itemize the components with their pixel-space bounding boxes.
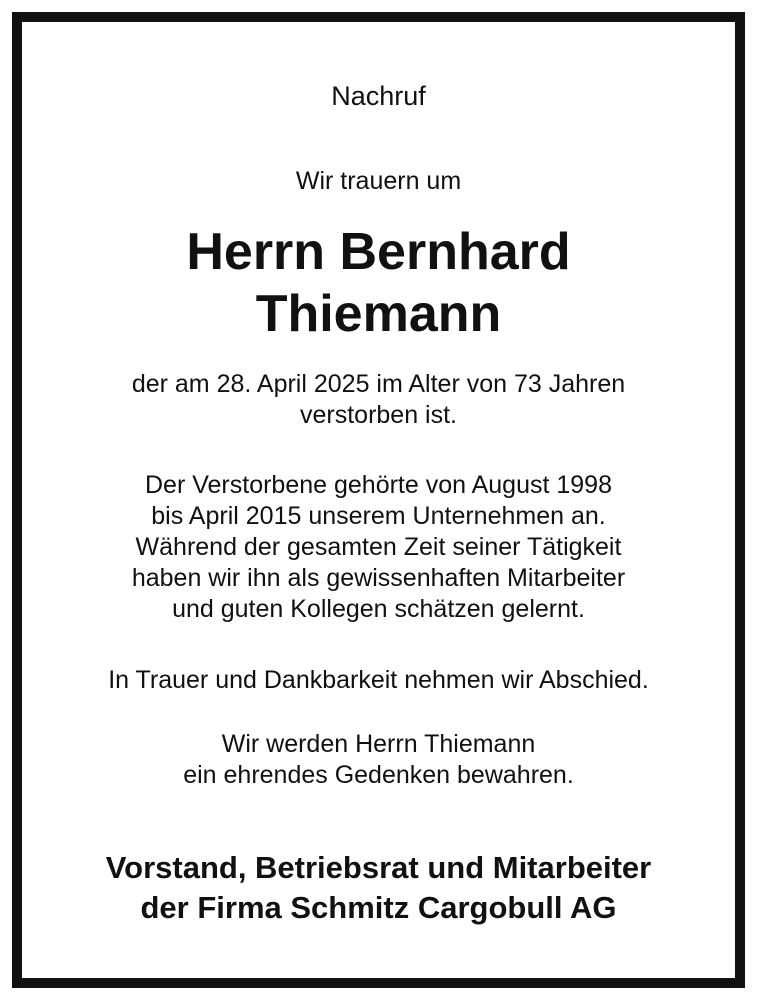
career-paragraph xyxy=(0,470,757,625)
signature-block xyxy=(0,848,757,928)
career-line: bis April 2015 unserem Unternehmen an. xyxy=(151,502,606,530)
name-line: Herrn Bernhard xyxy=(186,223,571,281)
memory-line: Wir werden Herrn Thiemann xyxy=(221,730,536,758)
death-line: verstorben ist. xyxy=(299,401,457,429)
death-line: der am 28. April 2025 im Alter von 73 Jahren xyxy=(131,370,626,398)
memory-paragraph xyxy=(0,729,757,791)
career-line: und guten Kollegen schätzen gelernt. xyxy=(172,595,585,623)
notice-heading: Nachruf xyxy=(331,81,426,111)
farewell-line: In Trauer und Dankbarkeit nehmen wir Abschied. xyxy=(108,666,649,694)
death-statement xyxy=(0,369,757,431)
career-line: Der Verstorbene gehörte von August 1998 xyxy=(145,471,612,499)
memory-line: ein ehrendes Gedenken bewahren. xyxy=(183,761,574,789)
career-line: Während der gesamten Zeit seiner Tätigkeit xyxy=(135,533,622,561)
signature-line: Vorstand, Betriebsrat und Mitarbeiter xyxy=(105,850,652,885)
intro-line: Wir trauern um xyxy=(295,167,462,195)
name-line: Thiemann xyxy=(255,285,502,343)
career-line: haben wir ihn als gewissenhaften Mitarbeiter xyxy=(131,564,626,592)
signature-line: der Firma Schmitz Cargobull AG xyxy=(140,890,617,925)
deceased-name xyxy=(0,221,757,345)
